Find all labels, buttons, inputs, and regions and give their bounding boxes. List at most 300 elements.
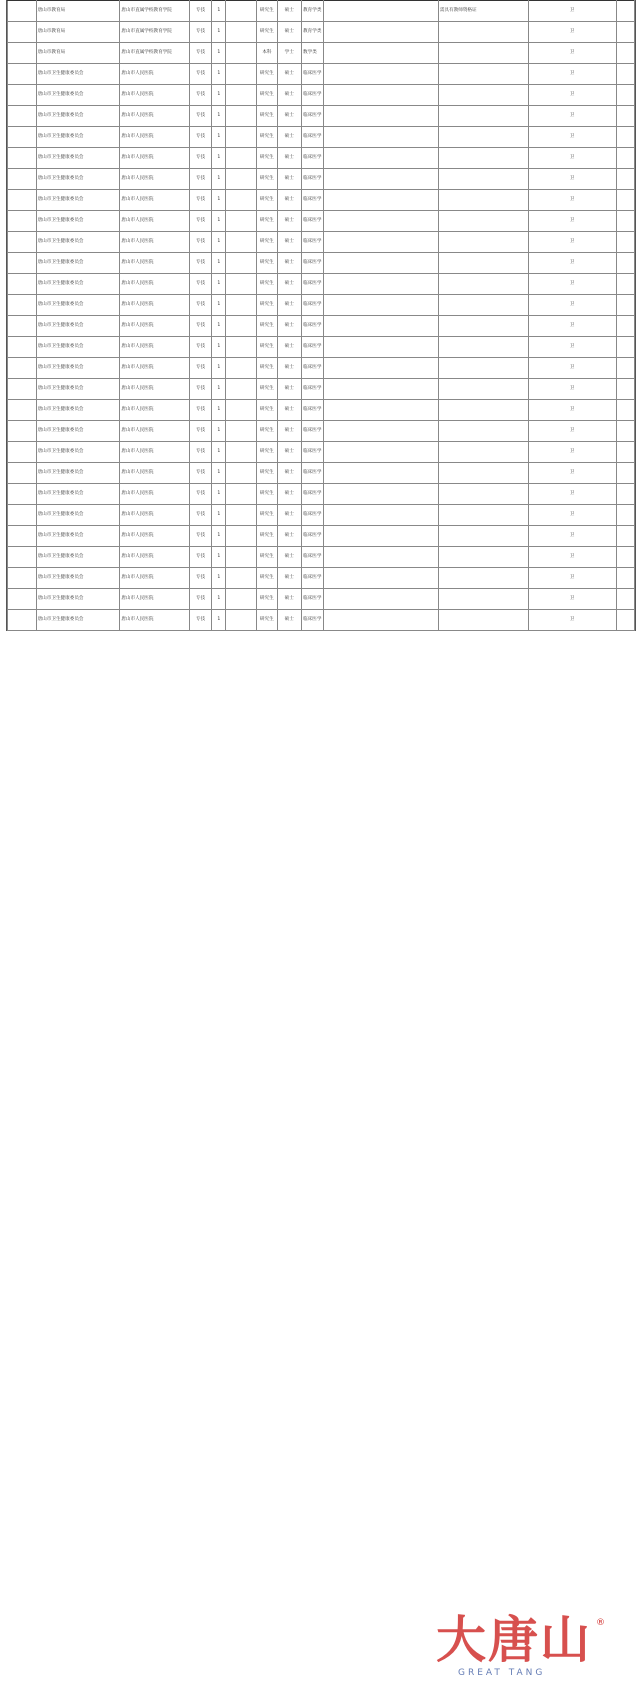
conditions <box>324 274 438 295</box>
position-code <box>226 22 257 43</box>
major: 临床医学 <box>302 526 324 547</box>
department: 唐山市人民医院 <box>120 211 189 232</box>
education: 研究生 <box>257 22 277 43</box>
degree: 硕士 <box>277 106 302 127</box>
notes <box>438 547 528 568</box>
unit-name: 唐山市卫生健康委员会 <box>36 568 120 589</box>
notes: 需具有教师资格证 <box>438 1 528 22</box>
degree: 硕士 <box>277 589 302 610</box>
blank-cell <box>616 526 634 547</box>
table-row <box>8 232 635 253</box>
department: 唐山市人民医院 <box>120 505 189 526</box>
major: 临床医学 <box>302 232 324 253</box>
table-row <box>8 337 635 358</box>
position-type: 专技 <box>189 484 211 505</box>
degree: 硕士 <box>277 568 302 589</box>
blank-cell <box>616 148 634 169</box>
blank-cell <box>616 295 634 316</box>
blank-cell <box>616 400 634 421</box>
position-code <box>226 589 257 610</box>
department: 唐山市人民医院 <box>120 85 189 106</box>
position-type: 专技 <box>189 106 211 127</box>
blank-cell <box>616 610 634 631</box>
unit-name: 唐山市卫生健康委员会 <box>36 484 120 505</box>
notes <box>438 232 528 253</box>
blank-cell <box>616 505 634 526</box>
remark: 卫 <box>528 505 616 526</box>
remark: 卫 <box>528 127 616 148</box>
major: 教育学类 <box>302 22 324 43</box>
position-code <box>226 484 257 505</box>
notes <box>438 442 528 463</box>
education: 研究生 <box>257 148 277 169</box>
unit-name: 唐山市卫生健康委员会 <box>36 400 120 421</box>
blank-cell <box>616 43 634 64</box>
table-row <box>8 211 635 232</box>
row-number <box>8 610 37 631</box>
remark: 卫 <box>528 358 616 379</box>
education: 研究生 <box>257 589 277 610</box>
position-code <box>226 106 257 127</box>
department: 唐山市人民医院 <box>120 253 189 274</box>
degree: 硕士 <box>277 295 302 316</box>
row-number <box>8 358 37 379</box>
conditions <box>324 295 438 316</box>
notes <box>438 148 528 169</box>
unit-name: 唐山市卫生健康委员会 <box>36 337 120 358</box>
headcount: 1 <box>212 190 226 211</box>
notes <box>438 295 528 316</box>
remark: 卫 <box>528 148 616 169</box>
degree: 硕士 <box>277 190 302 211</box>
remark: 卫 <box>528 1 616 22</box>
recruitment-table <box>6 0 636 631</box>
education: 研究生 <box>257 106 277 127</box>
row-number <box>8 211 37 232</box>
position-type: 专技 <box>189 253 211 274</box>
degree: 硕士 <box>277 526 302 547</box>
row-number <box>8 316 37 337</box>
unit-name: 唐山市卫生健康委员会 <box>36 253 120 274</box>
notes <box>438 358 528 379</box>
blank-cell <box>616 190 634 211</box>
department: 唐山市人民医院 <box>120 610 189 631</box>
remark: 卫 <box>528 526 616 547</box>
position-code <box>226 526 257 547</box>
notes <box>438 43 528 64</box>
notes <box>438 463 528 484</box>
blank-cell <box>616 463 634 484</box>
row-number <box>8 1 37 22</box>
row-number <box>8 463 37 484</box>
blank-cell <box>616 232 634 253</box>
notes <box>438 421 528 442</box>
conditions <box>324 169 438 190</box>
table-body <box>8 1 635 631</box>
conditions <box>324 106 438 127</box>
major: 临床医学 <box>302 85 324 106</box>
notes <box>438 211 528 232</box>
position-type: 专技 <box>189 316 211 337</box>
education: 研究生 <box>257 64 277 85</box>
conditions <box>324 316 438 337</box>
unit-name: 唐山市卫生健康委员会 <box>36 295 120 316</box>
remark: 卫 <box>528 64 616 85</box>
unit-name: 唐山市卫生健康委员会 <box>36 379 120 400</box>
major: 临床医学 <box>302 337 324 358</box>
row-number <box>8 43 37 64</box>
unit-name: 唐山市卫生健康委员会 <box>36 148 120 169</box>
unit-name: 唐山市卫生健康委员会 <box>36 442 120 463</box>
department: 唐山市人民医院 <box>120 463 189 484</box>
blank-cell <box>616 337 634 358</box>
blank-cell <box>616 127 634 148</box>
major: 临床医学 <box>302 295 324 316</box>
education: 研究生 <box>257 568 277 589</box>
position-code <box>226 421 257 442</box>
row-number <box>8 253 37 274</box>
table-row <box>8 400 635 421</box>
major: 临床医学 <box>302 127 324 148</box>
position-code <box>226 547 257 568</box>
education: 研究生 <box>257 211 277 232</box>
position-code <box>226 358 257 379</box>
table-row <box>8 589 635 610</box>
notes <box>438 22 528 43</box>
row-number <box>8 148 37 169</box>
unit-name: 唐山市卫生健康委员会 <box>36 106 120 127</box>
table-row <box>8 358 635 379</box>
remark: 卫 <box>528 484 616 505</box>
row-number <box>8 505 37 526</box>
row-number <box>8 64 37 85</box>
position-code <box>226 316 257 337</box>
blank-cell <box>616 1 634 22</box>
department: 唐山市人民医院 <box>120 64 189 85</box>
education: 研究生 <box>257 127 277 148</box>
position-type: 专技 <box>189 1 211 22</box>
headcount: 1 <box>212 379 226 400</box>
notes <box>438 526 528 547</box>
major: 临床医学 <box>302 400 324 421</box>
unit-name: 唐山市卫生健康委员会 <box>36 505 120 526</box>
position-code <box>226 43 257 64</box>
position-type: 专技 <box>189 463 211 484</box>
row-number <box>8 295 37 316</box>
blank-cell <box>616 589 634 610</box>
degree: 硕士 <box>277 64 302 85</box>
remark: 卫 <box>528 253 616 274</box>
education: 研究生 <box>257 484 277 505</box>
blank-cell <box>616 316 634 337</box>
blank-cell <box>616 379 634 400</box>
education: 研究生 <box>257 610 277 631</box>
notes <box>438 400 528 421</box>
table-row <box>8 85 635 106</box>
department: 唐山市人民医院 <box>120 484 189 505</box>
conditions <box>324 22 438 43</box>
position-type: 专技 <box>189 190 211 211</box>
table-row <box>8 547 635 568</box>
remark: 卫 <box>528 337 616 358</box>
table-row <box>8 568 635 589</box>
department: 唐山市人民医院 <box>120 316 189 337</box>
position-code <box>226 610 257 631</box>
blank-cell <box>616 421 634 442</box>
table-row <box>8 127 635 148</box>
major: 临床医学 <box>302 568 324 589</box>
table-row <box>8 64 635 85</box>
department: 唐山市人民医院 <box>120 400 189 421</box>
notes <box>438 169 528 190</box>
notes <box>438 253 528 274</box>
table-row <box>8 421 635 442</box>
position-type: 专技 <box>189 358 211 379</box>
headcount: 1 <box>212 85 226 106</box>
notes <box>438 274 528 295</box>
conditions <box>324 421 438 442</box>
position-code <box>226 127 257 148</box>
headcount: 1 <box>212 1 226 22</box>
remark: 卫 <box>528 190 616 211</box>
remark: 卫 <box>528 22 616 43</box>
education: 研究生 <box>257 169 277 190</box>
table-row <box>8 505 635 526</box>
degree: 硕士 <box>277 232 302 253</box>
row-number <box>8 232 37 253</box>
degree: 学士 <box>277 43 302 64</box>
position-code <box>226 64 257 85</box>
table-row <box>8 526 635 547</box>
position-type: 专技 <box>189 589 211 610</box>
unit-name: 唐山市教育局 <box>36 22 120 43</box>
department: 唐山市人民医院 <box>120 106 189 127</box>
table-row <box>8 274 635 295</box>
major: 临床医学 <box>302 211 324 232</box>
conditions <box>324 610 438 631</box>
unit-name: 唐山市卫生健康委员会 <box>36 85 120 106</box>
headcount: 1 <box>212 337 226 358</box>
headcount: 1 <box>212 484 226 505</box>
registered-mark-icon: ® <box>596 1618 605 1628</box>
major: 临床医学 <box>302 610 324 631</box>
notes <box>438 505 528 526</box>
degree: 硕士 <box>277 379 302 400</box>
major: 临床医学 <box>302 484 324 505</box>
row-number <box>8 190 37 211</box>
department: 唐山市人民医院 <box>120 526 189 547</box>
department: 唐山市人民医院 <box>120 547 189 568</box>
headcount: 1 <box>212 64 226 85</box>
major: 临床医学 <box>302 316 324 337</box>
conditions <box>324 484 438 505</box>
notes <box>438 610 528 631</box>
remark: 卫 <box>528 568 616 589</box>
degree: 硕士 <box>277 505 302 526</box>
blank-cell <box>616 568 634 589</box>
remark: 卫 <box>528 379 616 400</box>
unit-name: 唐山市卫生健康委员会 <box>36 589 120 610</box>
major: 临床医学 <box>302 190 324 211</box>
unit-name: 唐山市卫生健康委员会 <box>36 610 120 631</box>
position-type: 专技 <box>189 85 211 106</box>
education: 研究生 <box>257 463 277 484</box>
blank-cell <box>616 64 634 85</box>
position-type: 专技 <box>189 547 211 568</box>
row-number <box>8 526 37 547</box>
unit-name: 唐山市卫生健康委员会 <box>36 358 120 379</box>
degree: 硕士 <box>277 484 302 505</box>
position-type: 专技 <box>189 232 211 253</box>
conditions <box>324 505 438 526</box>
conditions <box>324 1 438 22</box>
conditions <box>324 547 438 568</box>
blank-cell <box>616 484 634 505</box>
position-code <box>226 169 257 190</box>
major: 数学类 <box>302 43 324 64</box>
headcount: 1 <box>212 526 226 547</box>
remark: 卫 <box>528 463 616 484</box>
notes <box>438 85 528 106</box>
headcount: 1 <box>212 148 226 169</box>
major: 临床医学 <box>302 463 324 484</box>
notes <box>438 568 528 589</box>
department: 唐山市人民医院 <box>120 295 189 316</box>
headcount: 1 <box>212 568 226 589</box>
blank-cell <box>616 274 634 295</box>
table-row <box>8 106 635 127</box>
conditions <box>324 43 438 64</box>
headcount: 1 <box>212 316 226 337</box>
blank-cell <box>616 85 634 106</box>
major: 临床医学 <box>302 421 324 442</box>
department: 唐山市直属学校教育学院 <box>120 1 189 22</box>
education: 研究生 <box>257 442 277 463</box>
remark: 卫 <box>528 169 616 190</box>
degree: 硕士 <box>277 211 302 232</box>
table-row <box>8 148 635 169</box>
notes <box>438 127 528 148</box>
table-row <box>8 22 635 43</box>
remark: 卫 <box>528 85 616 106</box>
unit-name: 唐山市卫生健康委员会 <box>36 127 120 148</box>
remark: 卫 <box>528 421 616 442</box>
conditions <box>324 589 438 610</box>
unit-name: 唐山市卫生健康委员会 <box>36 169 120 190</box>
unit-name: 唐山市卫生健康委员会 <box>36 463 120 484</box>
row-number <box>8 442 37 463</box>
position-type: 专技 <box>189 526 211 547</box>
degree: 硕士 <box>277 442 302 463</box>
degree: 硕士 <box>277 22 302 43</box>
education: 研究生 <box>257 1 277 22</box>
department: 唐山市人民医院 <box>120 337 189 358</box>
headcount: 1 <box>212 421 226 442</box>
row-number <box>8 568 37 589</box>
education: 研究生 <box>257 400 277 421</box>
position-code <box>226 232 257 253</box>
position-type: 专技 <box>189 421 211 442</box>
table-row <box>8 379 635 400</box>
row-number <box>8 127 37 148</box>
position-code <box>226 568 257 589</box>
major: 临床医学 <box>302 442 324 463</box>
table-row <box>8 295 635 316</box>
headcount: 1 <box>212 442 226 463</box>
conditions <box>324 148 438 169</box>
position-type: 专技 <box>189 148 211 169</box>
conditions <box>324 358 438 379</box>
degree: 硕士 <box>277 400 302 421</box>
remark: 卫 <box>528 547 616 568</box>
headcount: 1 <box>212 295 226 316</box>
department: 唐山市人民医院 <box>120 589 189 610</box>
unit-name: 唐山市卫生健康委员会 <box>36 211 120 232</box>
headcount: 1 <box>212 463 226 484</box>
table-row <box>8 484 635 505</box>
conditions <box>324 253 438 274</box>
education: 研究生 <box>257 421 277 442</box>
headcount: 1 <box>212 22 226 43</box>
conditions <box>324 379 438 400</box>
degree: 硕士 <box>277 85 302 106</box>
major: 临床医学 <box>302 358 324 379</box>
headcount: 1 <box>212 169 226 190</box>
blank-cell <box>616 358 634 379</box>
conditions <box>324 85 438 106</box>
education: 研究生 <box>257 253 277 274</box>
conditions <box>324 568 438 589</box>
department: 唐山市人民医院 <box>120 190 189 211</box>
position-type: 专技 <box>189 568 211 589</box>
row-number <box>8 106 37 127</box>
position-type: 专技 <box>189 211 211 232</box>
headcount: 1 <box>212 106 226 127</box>
headcount: 1 <box>212 400 226 421</box>
watermark-logo <box>436 1612 606 1684</box>
position-type: 专技 <box>189 337 211 358</box>
remark: 卫 <box>528 106 616 127</box>
degree: 硕士 <box>277 127 302 148</box>
headcount: 1 <box>212 211 226 232</box>
remark: 卫 <box>528 274 616 295</box>
degree: 硕士 <box>277 547 302 568</box>
table-row <box>8 43 635 64</box>
remark: 卫 <box>528 589 616 610</box>
education: 研究生 <box>257 295 277 316</box>
notes <box>438 337 528 358</box>
position-code <box>226 85 257 106</box>
degree: 硕士 <box>277 1 302 22</box>
education: 研究生 <box>257 316 277 337</box>
position-code <box>226 463 257 484</box>
education: 研究生 <box>257 190 277 211</box>
watermark-chars: 大唐山 <box>436 1611 592 1669</box>
row-number <box>8 22 37 43</box>
major: 临床医学 <box>302 148 324 169</box>
position-code <box>226 400 257 421</box>
remark: 卫 <box>528 43 616 64</box>
department: 唐山市直属学校教育学院 <box>120 22 189 43</box>
unit-name: 唐山市卫生健康委员会 <box>36 547 120 568</box>
major: 临床医学 <box>302 379 324 400</box>
conditions <box>324 232 438 253</box>
position-type: 专技 <box>189 64 211 85</box>
department: 唐山市人民医院 <box>120 127 189 148</box>
education: 研究生 <box>257 505 277 526</box>
row-number <box>8 484 37 505</box>
department: 唐山市人民医院 <box>120 169 189 190</box>
